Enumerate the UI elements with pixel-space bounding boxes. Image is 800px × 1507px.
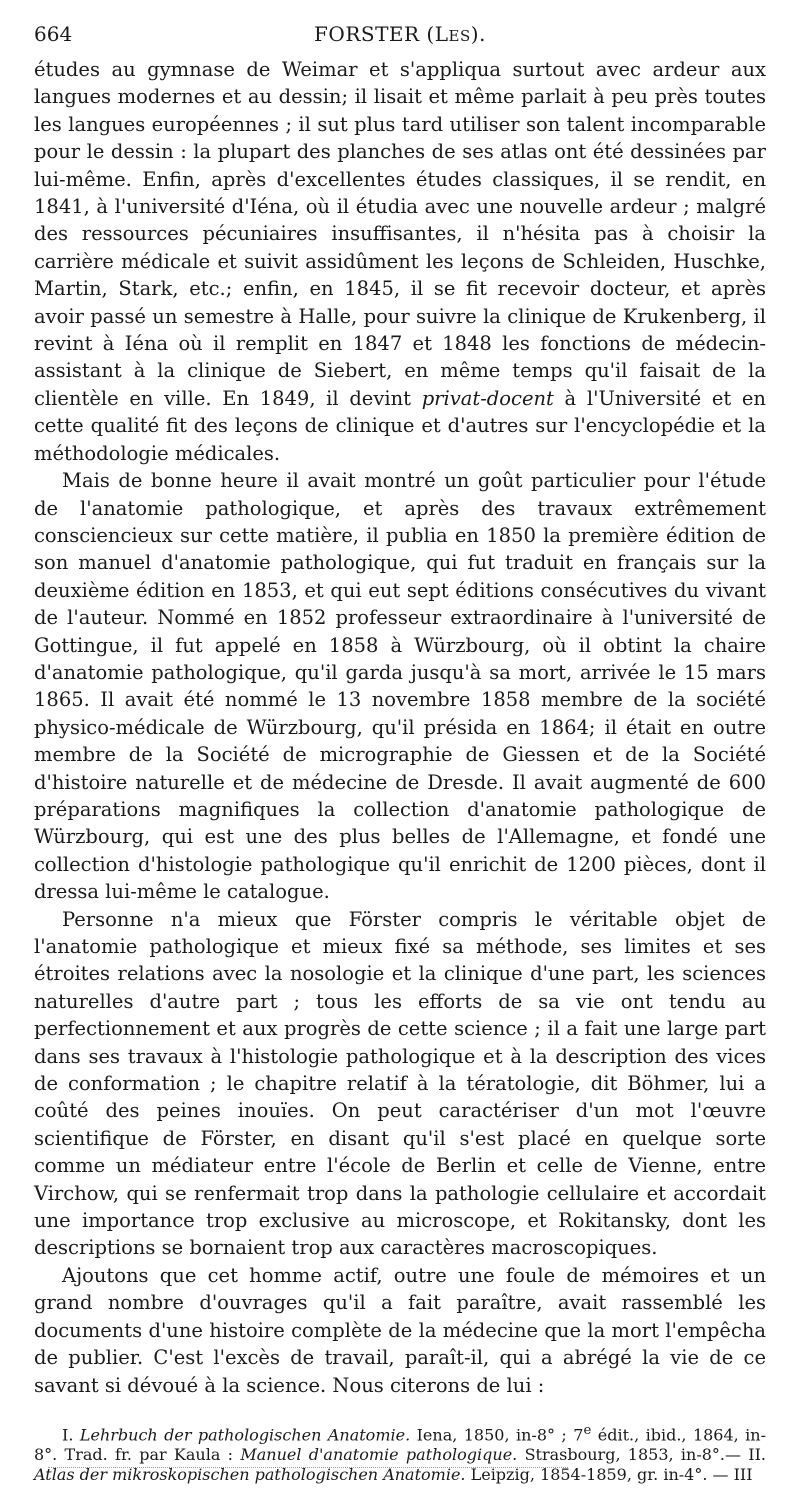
- paragraph: Personne n'a mieux que Förster compris le véritable objet de l'anatomie pathologique et mieux fixé sa méthode, ses limites et ses étroites relations avec la nosologie et la clinique d'une part, les sciences naturelles d'autre part ; tous les efforts de sa vie ont tendu au perfectionnement et aux progrès de cette science ; il a fait une large part dans ses travaux à l'histologie pathologique et à la description des vices de conformation ; le chapitre relatif à la tératologie, dit Böhmer, lui a coûté des peines inouïes. On peut caractériser d'un mot l'œuvre scientifique de Förster, en disant qu'il s'est placé en quelque sorte comme un médiateur entre l'école de Berlin et celle de Vienne, entre Virchow, qui se renfermait trop dans la pathologie cellulaire et accordait une importance trop exclusive au microscope, et Rokitansky, dont les descriptions se bornaient trop aux caractères macroscopiques.: [34, 907, 766, 1260]
- running-head-main: FORSTER (L: [314, 22, 449, 46]
- running-head-end: ).: [470, 22, 486, 46]
- footnotes: [34, 1421, 766, 1485]
- footnote: [34, 1421, 766, 1485]
- footnote-text: Strasbourg, 1853, in-8°.— II.: [524, 1445, 767, 1465]
- page-header: [34, 22, 766, 50]
- footnote-text: édit., ibid., 1864, in-8°. Trad. fr. par Kaula :: [34, 1425, 767, 1465]
- page-number: 664: [34, 22, 73, 46]
- running-head-small-caps: ES: [448, 27, 471, 45]
- bottom-rule: [48, 1467, 568, 1468]
- footnote-text: Iena, 1850, in-8° ; 7: [416, 1425, 584, 1445]
- footnote-title: Atlas der mikroskopischen pathologischen Anatomie.: [34, 1465, 466, 1485]
- paragraph: Mais de bonne heure il avait montré un goût particulier pour l'étude de l'anatomie pathologique, et après des travaux extrêmement consciencieux sur cette matière, il publia en 1850 la première édition de son manuel d'anatomie pathologique, qui fut traduit en français sur la deuxième édition en 1853, et qui eut sept éditions consécutives du vivant de l'auteur. Nommé en 1852 professeur extraordinaire à l'université de Gottingue, il fut appelé en 1858 à Würzbourg, où il obtint la chaire d'anatomie pathologique, qu'il garda jusqu'à sa mort, arrivée le 15 mars 1865. Il avait été nommé le 13 novembre 1858 membre de la société physico-médicale de Würzbourg, qu'il présida en 1864; il était en outre membre de la Société de micrographie de Giessen et de la Société d'histoire naturelle et de médecine de Dresde. Il avait augmenté de 600 préparations magnifiques la collection d'anatomie pathologique de Würzbourg, qui est une des plus belles de l'Allemagne, et fondé une collection d'histologie pathologique qu'il enrichit de 1200 pièces, dont il dressa lui-même le catalogue.: [34, 469, 766, 904]
- footnote-text: Leipzig, 1854-1859, gr. in-4°. — III: [470, 1465, 753, 1485]
- paragraph: Ajoutons que cet homme actif, outre une foule de mémoires et un grand nombre d'ouvrages qu'il a fait paraître, avait rassemblé les documents d'une histoire complète de la médecine que la mort l'empêcha de publier. C'est l'excès de travail, paraît-il, qui a abrégé la vie de ce savant si dévoué à la science. Nous citerons de lui :: [34, 1263, 766, 1397]
- footnote-title: Lehrbuch der pathologischen Anatomie.: [79, 1425, 411, 1445]
- footnote-number: I.: [62, 1425, 74, 1445]
- footnote-superscript: e: [583, 1422, 592, 1438]
- italic-term: privat-docent: [421, 386, 554, 410]
- body-text: [34, 56, 766, 1399]
- footnote-title: Manuel d'anatomie pathologique.: [240, 1445, 518, 1465]
- paragraph-text: études au gymnase de Weimar et s'appliqua surtout avec ardeur aux langues modernes et au dessin; il lisait et même parlait à peu près toutes les langues européennes ; il sut plus tard utiliser son talent incomparable pour le dessin : la plupart des planches de ses atlas ont été dessinées par lui-même. Enfin, après d'excellentes études classiques, il se rendit, en 1841, à l'université d'Iéna, où il étudia avec une nouvelle ardeur ; malgré des ressources pécuniaires insuffisantes, il n'hésita pas à choisir la carrière médicale et suivit assidûment les leçons de Schleiden, Huschke, Martin, Stark, etc.; enfin, en 1845, il se fit recevoir docteur, et après avoir passé un semestre à Halle, pour suivre la clinique de Krukenberg, il revint à Iéna où il remplit en 1847 et 1848 les fonctions de médecin-assistant à la clinique de Siebert, en même temps qu'il faisait de la clientèle en ville. En 1849, il devint: [34, 58, 766, 410]
- paragraph: [34, 56, 766, 467]
- running-head: [34, 22, 766, 46]
- paragraph-text: à l'Université et en cette qualité fit des leçons de clinique et d'autres sur l'encyclopédie et la méthodologie médicales.: [34, 386, 766, 465]
- document-page: [34, 22, 766, 1485]
